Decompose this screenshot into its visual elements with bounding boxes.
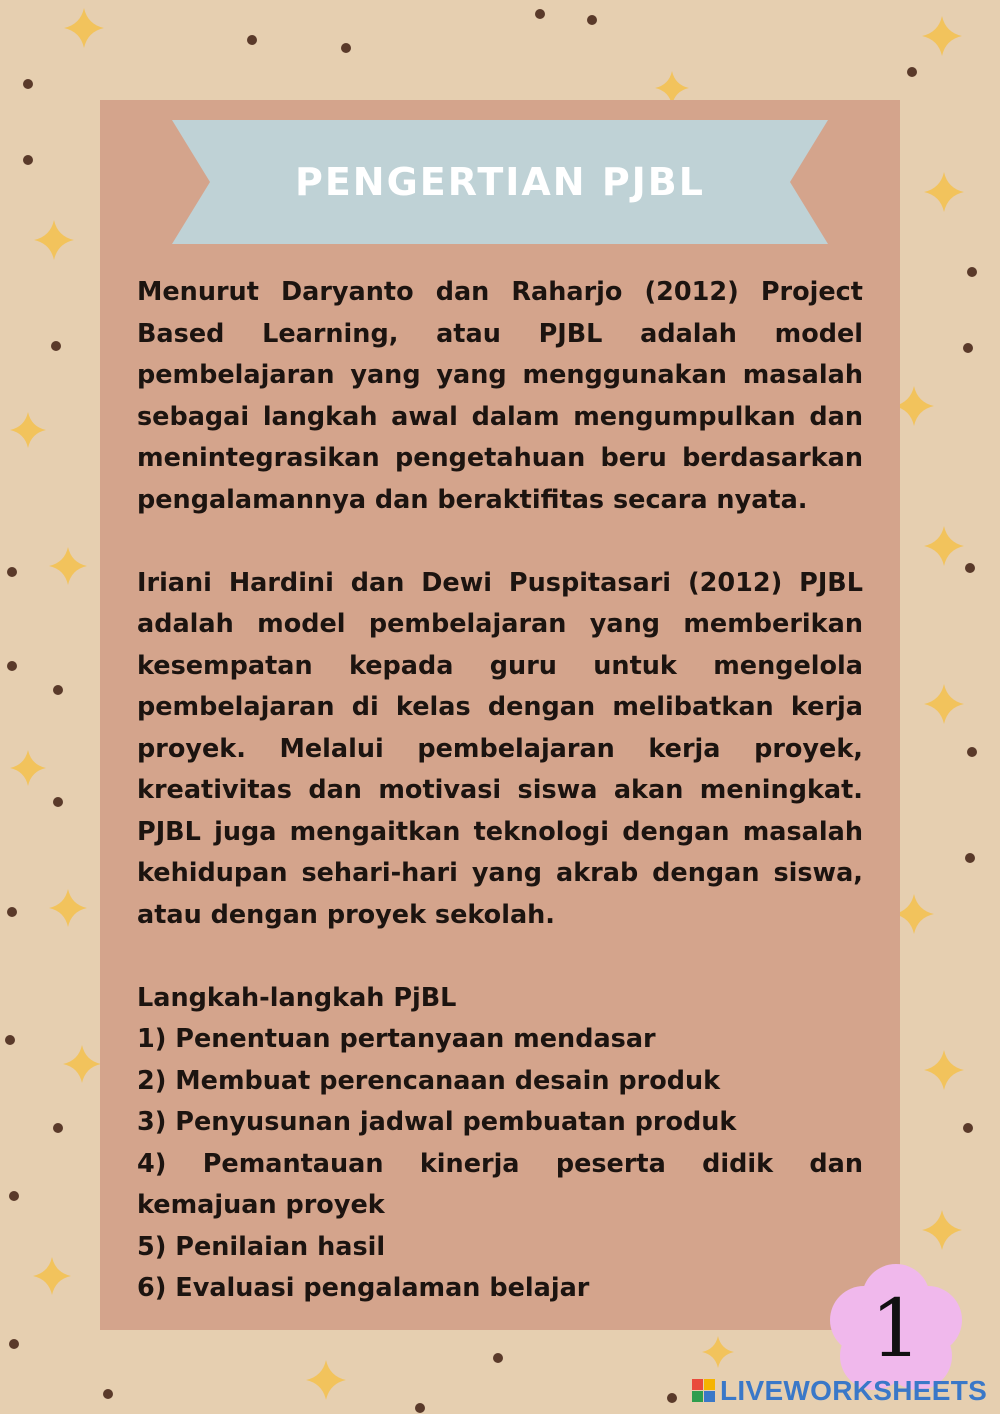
star-icon [894,386,934,426]
steps-heading: Langkah-langkah PjBL [137,982,457,1013]
dot-decoration [667,1393,677,1403]
content-body [137,272,863,1310]
paragraph-daryanto: Menurut Daryanto dan Raharjo (2012) Project Based Learning, atau PJBL adalah model pembelajaran yang yang menggunakan masalah sebagai langkah awal dalam mengumpulkan dan menintegrasikan pengetahuan beru berdasarkan pengalamannya dan beraktifitas secara nyata. [137,277,863,515]
dot-decoration [967,747,977,757]
star-icon [924,1050,964,1090]
star-icon [34,220,74,260]
dot-decoration [5,1035,15,1045]
dot-decoration [23,155,33,165]
dot-decoration [415,1403,425,1413]
dot-decoration [9,1339,19,1349]
star-icon [49,889,87,927]
step-item: 4) Pemantauan kinerja peserta didik dan kemajuan proyek [137,1148,863,1220]
dot-decoration [53,797,63,807]
dot-decoration [51,341,61,351]
dot-decoration [9,1191,19,1201]
star-icon [924,172,964,212]
brand-watermark [692,1372,987,1410]
star-icon [10,750,46,786]
dot-decoration [493,1353,503,1363]
star-icon [306,1360,346,1400]
dot-decoration [23,79,33,89]
star-icon [924,526,964,566]
dot-decoration [247,35,257,45]
dot-decoration [963,343,973,353]
dot-decoration [965,853,975,863]
page-title: PENGERTIAN PJBL [295,160,705,204]
star-icon [63,1045,101,1083]
star-icon [702,1336,734,1368]
star-icon [894,894,934,934]
dot-decoration [103,1389,113,1399]
dot-decoration [907,67,917,77]
paragraph-hardini: Iriani Hardini dan Dewi Puspitasari (2012) PJBL adalah model pembelajaran yang memberikan kesempatan kepada guru untuk mengelola pembelajaran di kelas dengan melibatkan kerja proyek. Melalui pembelajaran kerja proyek, kreativitas dan motivasi siswa akan meningkat. PJBL juga mengaitkan teknologi dengan masalah kehidupan sehari-hari yang akrab dengan siswa, atau dengan proyek sekolah. [137,567,863,930]
dot-decoration [535,9,545,19]
step-item: 1) Penentuan pertanyaan mendasar [137,1024,656,1054]
star-icon [49,547,87,585]
star-icon [922,16,962,56]
star-icon [10,412,46,448]
liveworksheets-logo-icon [692,1379,716,1403]
star-icon [33,1257,71,1295]
star-icon [924,684,964,724]
dot-decoration [965,563,975,573]
star-icon [922,1210,962,1250]
dot-decoration [53,1123,63,1133]
dot-decoration [341,43,351,53]
brand-name: LIVEWORKSHEETS [720,1375,988,1406]
step-item: 5) Penilaian hasil [137,1231,386,1262]
dot-decoration [53,685,63,695]
dot-decoration [967,267,977,277]
title-ribbon [172,120,828,244]
dot-decoration [7,567,17,577]
dot-decoration [587,15,597,25]
page-number: 1 [870,1281,922,1375]
dot-decoration [7,907,17,917]
step-item: 6) Evaluasi pengalaman belajar [137,1273,590,1303]
step-item: 3) Penyusunan jadwal pembuatan produk [137,1107,737,1137]
star-icon [64,8,104,48]
dot-decoration [963,1123,973,1133]
dot-decoration [7,661,17,671]
step-item: 2) Membuat perencanaan desain produk [137,1065,721,1096]
